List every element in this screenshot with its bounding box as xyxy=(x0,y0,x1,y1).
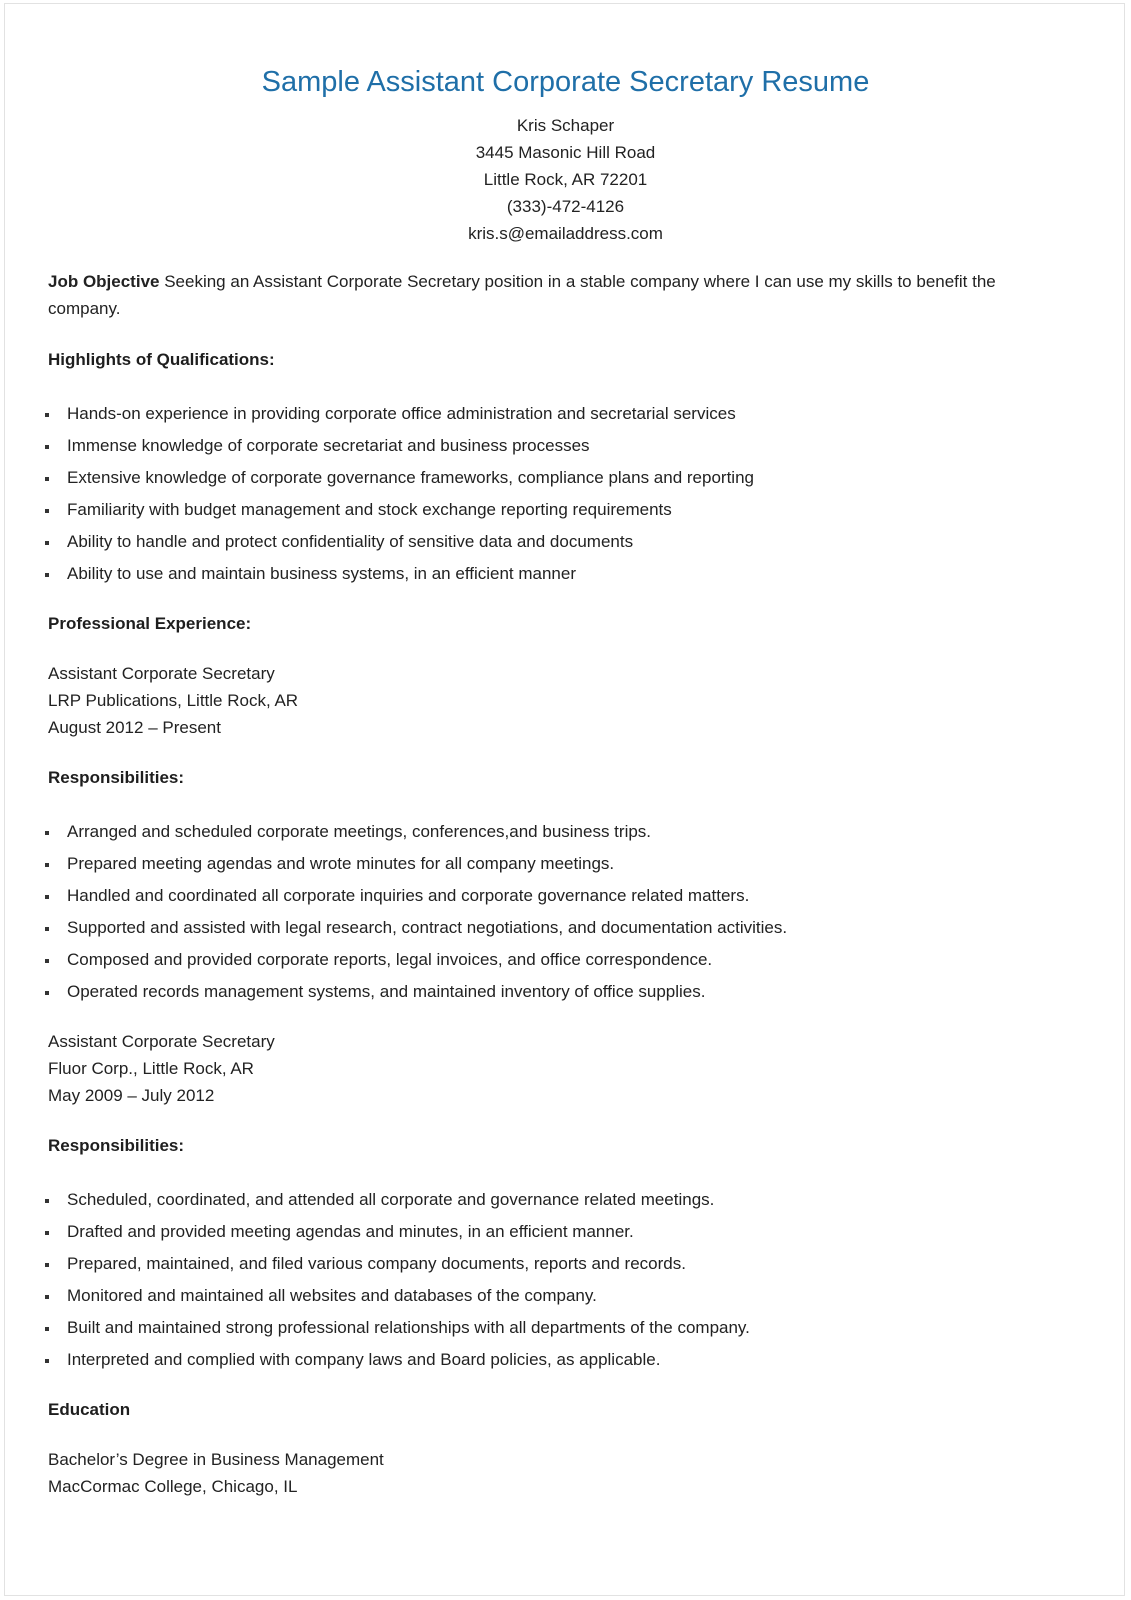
job-1-info xyxy=(48,660,1068,741)
highlights-heading: Highlights of Qualifications: xyxy=(48,350,275,369)
education-degree: Bachelor’s Degree in Business Management xyxy=(48,1450,384,1469)
list-item: Prepared, maintained, and filed various company documents, reports and records. xyxy=(48,1248,1068,1280)
job-objective xyxy=(48,268,1068,322)
job-2-info xyxy=(48,1028,1068,1109)
list-item: Prepared meeting agendas and wrote minutes for all company meetings. xyxy=(48,848,1068,880)
contact-phone: (333)-472-4126 xyxy=(506,197,625,216)
job-company: LRP Publications, Little Rock, AR xyxy=(48,691,299,710)
experience-heading: Professional Experience: xyxy=(48,614,252,633)
highlights-list xyxy=(48,398,1068,590)
education-school: MacCormac College, Chicago, IL xyxy=(48,1477,298,1496)
education-info xyxy=(48,1446,1068,1500)
list-item: Supported and assisted with legal research, contract negotiations, and documentation activities. xyxy=(48,912,1068,944)
list-item: Built and maintained strong professional relationships with all departments of the company. xyxy=(48,1312,1068,1344)
job-dates: August 2012 – Present xyxy=(48,718,221,737)
contact-city: Little Rock, AR 72201 xyxy=(483,170,648,189)
list-item: Ability to handle and protect confidentiality of sensitive data and documents xyxy=(48,526,1068,558)
contact-block xyxy=(0,112,1131,247)
list-item: Drafted and provided meeting agendas and minutes, in an efficient manner. xyxy=(48,1216,1068,1248)
responsibilities-heading: Responsibilities: xyxy=(48,1136,185,1155)
list-item: Monitored and maintained all websites and databases of the company. xyxy=(48,1280,1068,1312)
objective-text: Seeking an Assistant Corporate Secretary position in a stable company where I can use my skills to benefit the company. xyxy=(48,272,996,318)
contact-name: Kris Schaper xyxy=(516,116,615,135)
objective-label: Job Objective xyxy=(48,272,160,291)
responsibilities-heading: Responsibilities: xyxy=(48,768,185,787)
list-item: Operated records management systems, and maintained inventory of office supplies. xyxy=(48,976,1068,1008)
job-2-responsibilities xyxy=(48,1184,1068,1376)
list-item: Composed and provided corporate reports, legal invoices, and office correspondence. xyxy=(48,944,1068,976)
list-item: Familiarity with budget management and stock exchange reporting requirements xyxy=(48,494,1068,526)
list-item: Interpreted and complied with company laws and Board policies, as applicable. xyxy=(48,1344,1068,1376)
list-item: Arranged and scheduled corporate meetings, conferences,and business trips. xyxy=(48,816,1068,848)
list-item: Immense knowledge of corporate secretariat and business processes xyxy=(48,430,1068,462)
contact-address: 3445 Masonic Hill Road xyxy=(475,143,656,162)
job-1-responsibilities xyxy=(48,816,1068,1008)
job-title: Assistant Corporate Secretary xyxy=(48,664,275,683)
list-item: Scheduled, coordinated, and attended all corporate and governance related meetings. xyxy=(48,1184,1068,1216)
job-title: Assistant Corporate Secretary xyxy=(48,1032,275,1051)
list-item: Hands-on experience in providing corporate office administration and secretarial services xyxy=(48,398,1068,430)
contact-email: kris.s@emailaddress.com xyxy=(468,224,663,243)
list-item: Ability to use and maintain business systems, in an efficient manner xyxy=(48,558,1068,590)
education-heading: Education xyxy=(48,1400,131,1419)
job-company: Fluor Corp., Little Rock, AR xyxy=(48,1059,254,1078)
list-item: Extensive knowledge of corporate governance frameworks, compliance plans and reporting xyxy=(48,462,1068,494)
job-dates: May 2009 – July 2012 xyxy=(48,1086,215,1105)
list-item: Handled and coordinated all corporate inquiries and corporate governance related matters. xyxy=(48,880,1068,912)
resume-title: Sample Assistant Corporate Secretary Resume xyxy=(261,66,870,98)
